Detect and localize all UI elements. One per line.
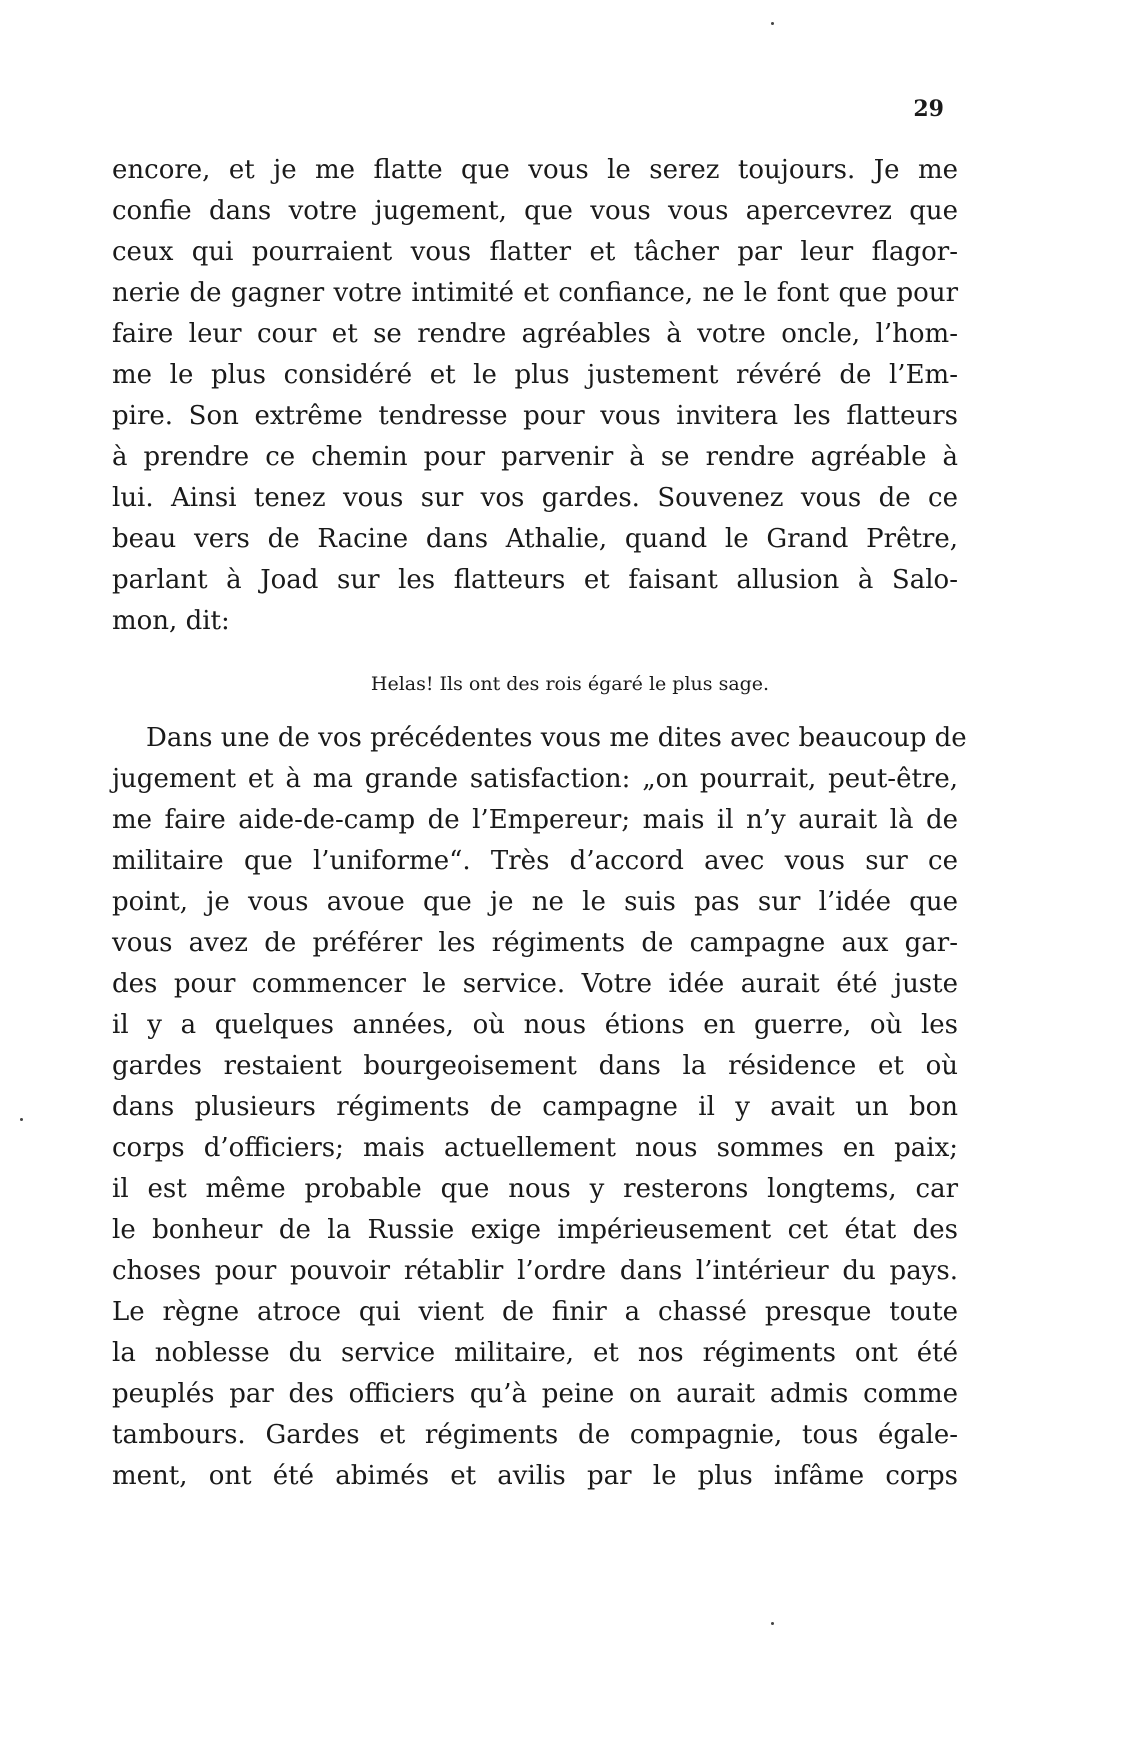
text-line: lui. Ainsi tenez vous sur vos gardes. Souvenez vous de ce <box>112 483 958 513</box>
text-line: jugement et à ma grande satisfaction: „on pourrait, peut-être, <box>112 764 958 794</box>
text-line: corps d’officiers; mais actuellement nous sommes en paix; <box>112 1133 958 1163</box>
text-line: le bonheur de la Russie exige impérieusement cet état des <box>112 1215 958 1245</box>
page-number: 29 <box>913 96 944 122</box>
paragraph-2 <box>112 718 967 1497</box>
text-line: dans plusieurs régiments de campagne il y avait un bon <box>112 1092 958 1122</box>
text-line: à prendre ce chemin pour parvenir à se rendre agréable à <box>112 442 958 472</box>
text-line: nerie de gagner votre intimité et confiance, ne le font que pour <box>112 278 958 308</box>
scan-speck <box>20 1118 23 1121</box>
text-line: me faire aide-de-camp de l’Empereur; mais il n’y aurait là de <box>112 805 958 835</box>
text-line: il est même probable que nous y resterons longtems, car <box>112 1174 958 1204</box>
paragraph-1 <box>112 150 958 642</box>
text-line: point, je vous avoue que je ne le suis pas sur l’idée que <box>112 887 958 917</box>
text-line: faire leur cour et se rendre agréables à votre oncle, l’hom- <box>112 319 958 349</box>
text-line: pire. Son extrême tendresse pour vous invitera les flatteurs <box>112 401 958 431</box>
text-line: peuplés par des officiers qu’à peine on aurait admis comme <box>112 1379 958 1409</box>
text-line: il y a quelques années, où nous étions en guerre, où les <box>112 1010 958 1040</box>
text-line: me le plus considéré et le plus justement révéré de l’Em- <box>112 360 958 390</box>
text-line: encore, et je me flatte que vous le serez toujours. Je me <box>112 155 958 185</box>
text-line: gardes restaient bourgeoisement dans la résidence et où <box>112 1051 958 1081</box>
text-line: tambours. Gardes et régiments de compagnie, tous égale- <box>112 1420 958 1450</box>
scan-speck <box>771 22 774 25</box>
text-line: Dans une de vos précédentes vous me dites avec beaucoup de <box>146 723 967 753</box>
text-line: mon, dit: <box>112 606 230 636</box>
text-line: ceux qui pourraient vous flatter et tâcher par leur flagor- <box>112 237 958 267</box>
text-line: confie dans votre jugement, que vous vous apercevrez que <box>112 196 958 226</box>
scan-speck <box>771 1622 774 1625</box>
text-line: parlant à Joad sur les flatteurs et faisant allusion à Salo- <box>112 565 958 595</box>
text-line: militaire que l’uniforme“. Très d’accord avec vous sur ce <box>112 846 958 876</box>
text-line: des pour commencer le service. Votre idée aurait été juste <box>112 969 958 999</box>
text-line: vous avez de préférer les régiments de campagne aux gar- <box>112 928 958 958</box>
text-line: la noblesse du service militaire, et nos régiments ont été <box>112 1338 958 1368</box>
text-line: beau vers de Racine dans Athalie, quand le Grand Prêtre, <box>112 524 958 554</box>
text-line: Le règne atroce qui vient de finir a chassé presque toute <box>112 1297 958 1327</box>
text-line: ment, ont été abimés et avilis par le plus infâme corps <box>112 1461 958 1491</box>
verse-quote: Helas! Ils ont des rois égaré le plus sage. <box>370 673 770 695</box>
text-line: choses pour pouvoir rétablir l’ordre dans l’intérieur du pays. <box>112 1256 958 1286</box>
